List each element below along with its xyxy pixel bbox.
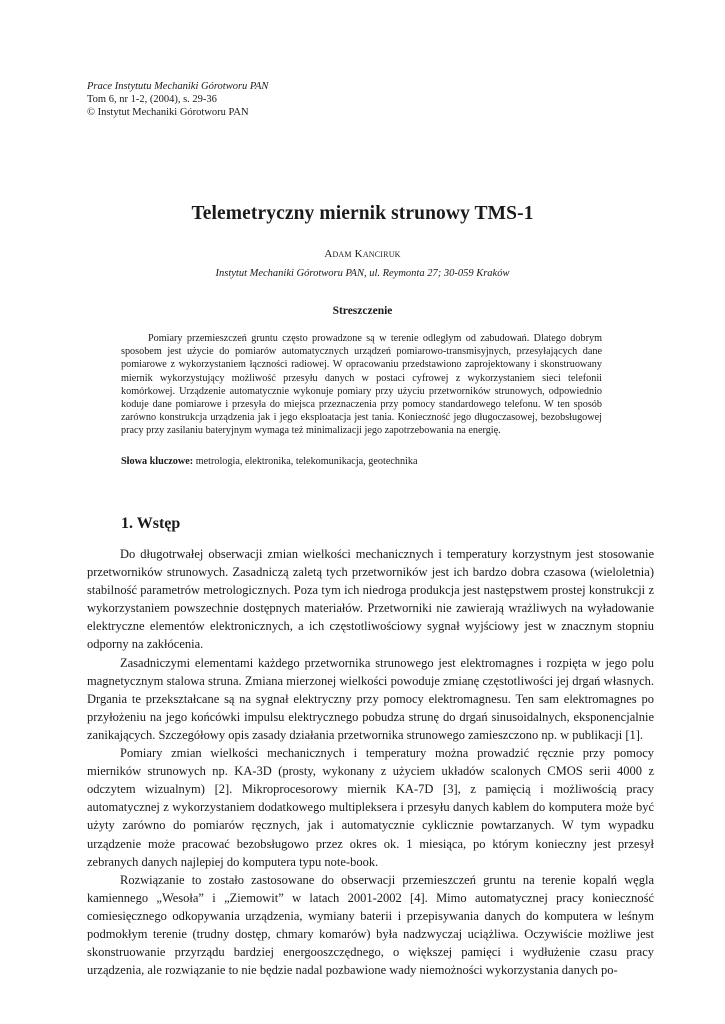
section-heading: 1. Wstęp xyxy=(121,515,181,532)
journal-copyright: © Instytut Mechaniki Górotworu PAN xyxy=(87,107,249,118)
paragraph: Pomiary zmian wielkości mechanicznych i temperatury można prowadzić ręcznie przy pomocy mierników strunowych np. KA-3D (prosty, wykonany z użyciem układów scalonych CMOS serii 4000 z odczytem wizualnym) [2]. Mikroprocesorowy miernik KA-7D [3], z pamięcią i możliwością pracy automatycznej z wykorzystaniem dodatkowego multipleksera i przesyłu danych kablem do komputera może być użyty zarówno do pomiarów ręcznych, jak i automatycznie cyklicznie powtarzanych. W tym wypadku urządzenie może pracować bezobsługowo przez okres ok. 1 miesiąca, po którym konieczny jest przesył zebranych danych najlepiej do komputera typu note-book. xyxy=(87,746,654,869)
journal-volume: Tom 6, nr 1-2, (2004), s. 29-36 xyxy=(87,94,217,105)
paragraph: Zasadniczymi elementami każdego przetwornika strunowego jest elektromagnes i rozpięta w jego polu magnetycznym stalowa struna. Zmiana mierzonej wielkości powoduje zmianę częstotliwości jej drgań własnych. Drgania te przekształcane są na sygnał elektryczny przy pomocy elektromagnesu. Ten sam elektromagnes po przyłożeniu na jego końcówki impulsu elektrycznego pobudza strunę do drgań sinusoidalnych, eksponencjalnie zanikających. Szczegółowy opis zasady działania przetwornika strunowego zamieszczono np. w publikacji [1]. xyxy=(87,655,654,742)
paragraph: Do długotrwałej obserwacji zmian wielkości mechanicznych i temperatury korzystnym jest stosowanie przetworników strunowych. Zasadniczą zaletą tych przetworników jest ich bardzo dobra czasowa (wieloletnia) stabilność parametrów metrologicznych. Poza tym ich niedroga produkcja jest następstwem prostej konstrukcji z wykorzystaniem powszechnie dostępnych materiałów. Przetworniki nie zawierają wrażliwych na wyładowanie elektryczne elementów elektronicznych, a ich częstotliwościowy sygnał wyjściowy jest w znacznym stopniu odporny na zakłócenia. xyxy=(87,547,654,652)
keywords xyxy=(121,455,602,468)
author-name: Adam Kanciruk xyxy=(324,248,401,260)
abstract-text: Pomiary przemieszczeń gruntu często prowadzone są w terenie odległym od zabudowań. Dlatego dobrym sposobem jest użycie do pomiarów automatycznych urządzeń pomiarowo-transmisyjnych, przesyłających dane pomiarowe z wykorzystaniem łączności radiowej. W opracowaniu przedstawiono zaprojektowany i skonstruowany miernik wykorzystujący możliwość przesyłu danych w postaci cyfrowej z wykorzystaniem sieci telefonii komórkowej. Urządzenie automatycznie wykonuje pomiary przy użyciu przetworników strunowych, odpowiednio koduje dane pomiarowe i przesyła do miejsca przeznaczenia przy pomocy standardowego telefonu. W ten sposób zarówno konstrukcja urządzenia jak i jego eksploatacja jest tania. Konieczność jego długoczasowej, bezobsługowej pracy przy zasilaniu bateryjnym wymaga też minimalizacji jego zapotrzebowania na energię. xyxy=(121,333,602,437)
paper-title: Telemetryczny miernik strunowy TMS-1 xyxy=(191,203,534,224)
keywords-label: Słowa kluczowe: xyxy=(121,456,194,467)
author-affiliation: Instytut Mechaniki Górotworu PAN, ul. Reymonta 27; 30-059 Kraków xyxy=(215,268,510,279)
section-body xyxy=(87,545,654,979)
keywords-value: metrologia, elektronika, telekomunikacja, geotechnika xyxy=(193,456,418,467)
abstract-heading: Streszczenie xyxy=(332,305,393,317)
paragraph: Rozwiązanie to zostało zastosowane do obserwacji przemieszczeń gruntu na terenie kopalń węgla kamiennego „Wesoła” i „Ziemowit” w latach 2001-2002 [4]. Mimo automatycznej pracy konieczność comiesięcznego odkopywania urządzenia, wymiany baterii i przepisywania danych do komputera w leśnym podmokłym terenie (trudny dostęp, chmary komarów) była nadzwyczaj uciążliwa. Oczywiście możliwe jest skonstruowanie przyrządu bardziej energooszczędnego, o większej pamięci i wydłużenie czasu pracy urządzenia, ale rozwiązanie to nie będzie nadal pozbawione wady niemożności wykorzystania danych po- xyxy=(87,872,654,978)
journal-header xyxy=(87,80,268,119)
journal-name: Prace Instytutu Mechaniki Górotworu PAN xyxy=(87,81,269,92)
